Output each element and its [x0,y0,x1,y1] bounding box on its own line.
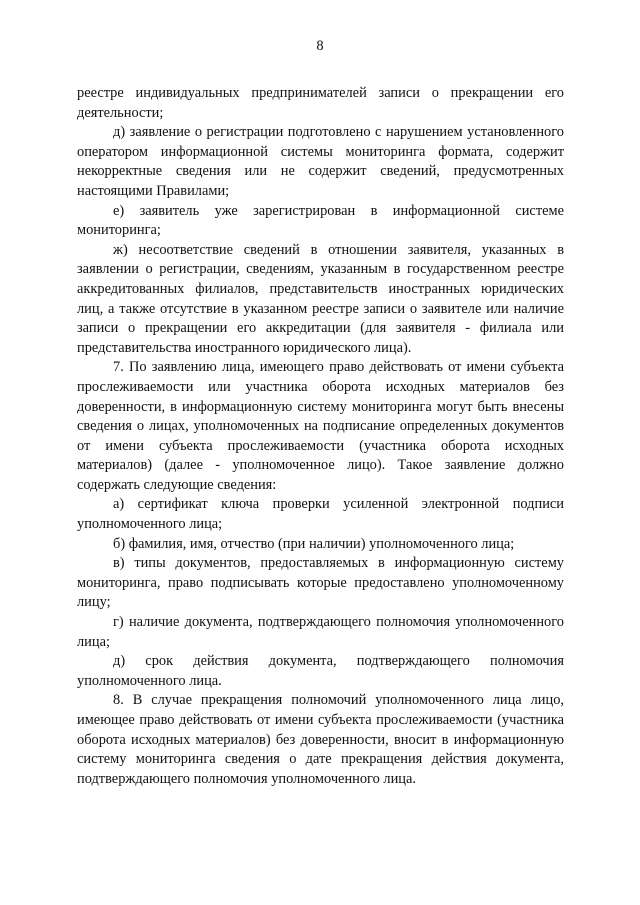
document-body [77,84,564,789]
paragraph-item-d2: д) срок действия документа, подтверждающего полномочия уполномоченного лица. [77,653,564,689]
paragraph-item-d: д) заявление о регистрации подготовлено с нарушением установленного оператором информационной системы мониторинга формата, содержит некорректные сведения или не содержит сведений, предусмотренных настоящими Правилами; [77,124,564,199]
paragraph-item-v: в) типы документов, предоставляемых в информационную систему мониторинга, право подписывать которые предоставлено уполномоченному лицу; [77,555,564,611]
paragraph-item-g: г) наличие документа, подтверждающего полномочия уполномоченного лица; [77,614,564,650]
paragraph-item-a: а) сертификат ключа проверки усиленной электронной подписи уполномоченного лица; [77,496,564,533]
page-number: 8 [316,38,324,54]
paragraph-item-zh: ж) несоответствие сведений в отношении заявителя, указанных в заявлении о регистрации, сведениям, указанным в государственном реестре аккредитованных филиалов, представительств иностранных юридических лиц, а также отсутствие в указанном реестре записи о заявителе или наличие записи о прекращении его аккредитации (для заявителя - филиала или представительства иностранного юридического лица). [77,241,564,356]
paragraph-item-b: б) фамилия, имя, отчество (при наличии) уполномоченного лица; [113,535,515,552]
paragraph-clause-8: 8. В случае прекращения полномочий уполномоченного лица лицо, имеющее право действовать от имени субъекта прослеживаемости (участника оборота исходных материалов) без доверенности, вносит в информационную систему мониторинга сведения о дате прекращения действия документа, подтверждающего полномочия уполномоченного лица. [77,692,564,787]
paragraph-continuation: реестре индивидуальных предпринимателей записи о прекращении его деятельности; [77,85,564,121]
paragraph-item-e: е) заявитель уже зарегистрирован в информационной системе мониторинга; [77,202,564,239]
paragraph-clause-7: 7. По заявлению лица, имеющего право действовать от имени субъекта прослеживаемости или участника оборота исходных материалов без доверенности, в информационную систему мониторинга могут быть внесены сведения о лицах, уполномоченных на подписание определенных документов от имени субъекта прослеживаемости (участника оборота исходных материалов) (далее - уполномоченное лицо). Такое заявление должно содержать следующие сведения: [77,359,564,493]
